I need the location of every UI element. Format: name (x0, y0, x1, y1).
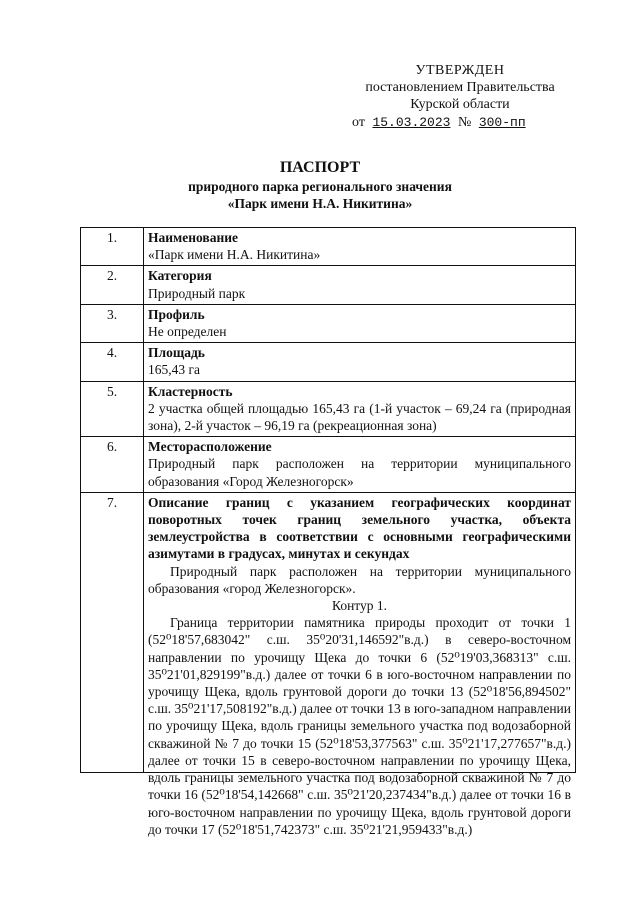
row-number: 5. (81, 381, 144, 437)
row-content (144, 381, 576, 437)
row-text: Природный парк расположен на территории муниципального образования «Город Железногорск» (148, 456, 571, 489)
approval-date-line (340, 114, 580, 131)
table-row (81, 437, 576, 493)
table-row (81, 304, 576, 342)
passport-table (80, 227, 576, 837)
row-text: Природный парк (148, 285, 246, 301)
date-value: 15.03.2023 (372, 115, 451, 130)
document-subtitle-1: природного парка регионального значения (188, 179, 452, 194)
approval-block (340, 62, 580, 131)
row-number: 7. (81, 492, 144, 772)
row-text: 2 участка общей площадью 165,43 га (1-й участок – 69,24 га (природная зона), 2-й участок – 96,19 га (рекреационная зона) (148, 400, 571, 434)
boundary-intro: Природный парк расположен на территории муниципального образования «город Железногорск». (148, 563, 571, 596)
row-content (144, 304, 576, 342)
approval-line-1: постановлением Правительства (365, 80, 555, 95)
row-heading: Кластерность (148, 383, 233, 399)
row-content (144, 492, 576, 837)
row-text: 165,43 га (148, 362, 201, 378)
boundary-description-clip (148, 614, 571, 837)
row-content (144, 266, 576, 304)
date-prefix: от (352, 115, 365, 130)
table-row (81, 381, 576, 437)
row-text: «Парк имени Н.А. Никитина» (148, 247, 321, 263)
contour-label: Контур 1. (331, 598, 388, 614)
number-value: 300-пп (478, 115, 526, 130)
row-heading: Месторасположение (148, 439, 272, 455)
row-content (144, 343, 576, 381)
row-heading: Площадь (148, 345, 205, 361)
row-heading: Описание границ с указанием географических координат поворотных точек границ земельного участка, объекта землеустройства в соответствии с основными географическими азимутами в градусах, минутах и секундах (148, 494, 571, 562)
row-content (144, 437, 576, 493)
table-row (81, 492, 576, 772)
row-heading: Наименование (148, 230, 238, 245)
row-number: 3. (81, 304, 144, 342)
row-number: 6. (81, 437, 144, 493)
document-subtitle-2: «Парк имени Н.А. Никитина» (227, 196, 413, 211)
document-title-block (0, 158, 640, 212)
approval-line-2: Курской области (410, 97, 510, 112)
document-title: ПАСПОРТ (279, 159, 361, 176)
row-number: 2. (81, 266, 144, 304)
number-prefix: № (457, 115, 472, 130)
row-number: 4. (81, 343, 144, 381)
table-row (81, 266, 576, 304)
row-text: Не определен (148, 324, 227, 340)
row-heading: Категория (148, 268, 212, 284)
row-heading: Профиль (148, 306, 205, 322)
row-number: 1. (81, 228, 144, 266)
boundary-description: Граница территории памятника природы проходит от точки 1 (52⁰18'57,683042" с.ш. 35⁰20'31,146592"в.д.) в северо-восточном направлении по урочищу Щека до точки 6 (52⁰19'03,368313" с.ш. 35⁰21'01,829199"в.д.) далее от точки 6 в юго-восточном направлении по урочищу Щека, вдоль грунтовой дороги до точки 13 (52⁰18'56,894502" с.ш. 35⁰21'17,508192"в.д.) далее от точки 13 в юго-западном направлении по урочищу Щека, вдоль границы земельного участка под водозаборной скважиной № 7 до точки 15 (52⁰18'53,377563" с.ш. 35⁰21'17,277657"в.д.) далее от точки 15 в северо-восточном направлении по урочищу Щека, вдоль границы земельного участка под водозаборной скважиной № 7 до точки 16 (52⁰18'54,142668" с.ш. 35⁰21'20,237434"в.д.) далее от точки 16 в юго-восточном направлении по урочищу Щека, вдоль грунтовой дороги до точки 17 (52⁰18'51,742373" с.ш. 35⁰21'21,959433"в.д.) (148, 615, 571, 837)
row-content (144, 228, 576, 266)
table-row (81, 228, 576, 266)
approval-title: УТВЕРЖДЕН (415, 63, 505, 78)
table-row (81, 343, 576, 381)
